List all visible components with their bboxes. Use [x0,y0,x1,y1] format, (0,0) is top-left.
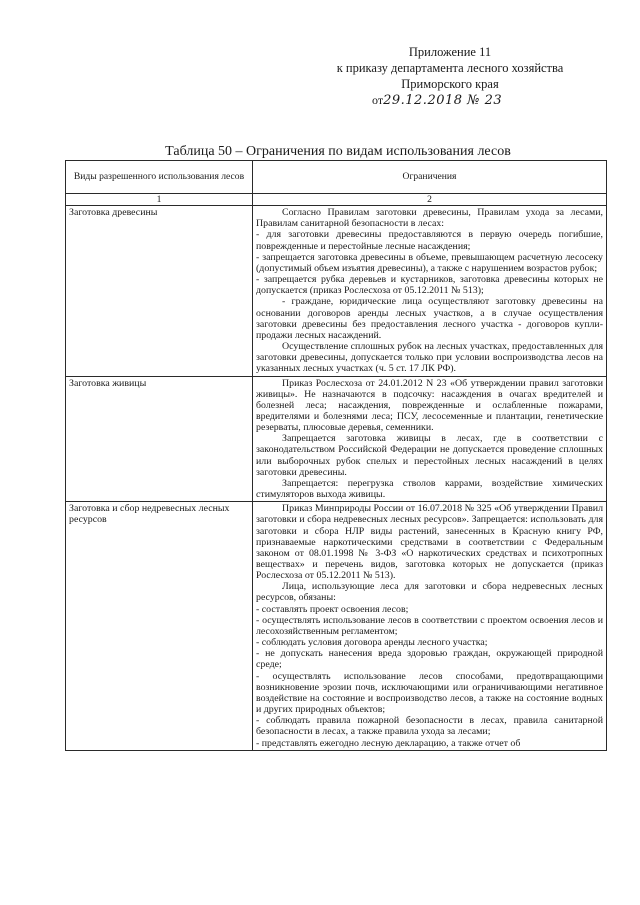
restriction-paragraph: - составлять проект освоения лесов; [256,603,409,615]
restriction-paragraph: - осуществлять использование лесов способами, предотвращающими возникновение эрозии почв, исключающими или ограничивающими негативное воздействие на состояние и воспроизводство лесов, а также на состояние водных и других природных объектов; [256,670,603,716]
restriction-paragraph: - для заготовки древесины предоставляются в первую очередь погибшие, поврежденные и перестойные лесные насаждения; [256,229,603,252]
restriction-paragraph: - запрещается рубка деревьев и кустарников, заготовка древесины которых не допускается (приказ Рослесхоза от 05.12.2011 № 513); [256,274,603,297]
restriction-paragraph: - соблюдать правила пожарной безопасности в лесах, правила санитарной безопасности в лесах, а также правила ухода за лесами; [256,715,603,738]
date-prefix: от [372,93,384,107]
col1-header: Виды разрешенного использования лесов [66,161,253,194]
restriction-paragraph: Осуществление сплошных рубок на лесных участках, предоставленных для заготовки древесины, допускается только при условии воспроизводства лесов на указанных лесных участках (ч. 5 ст. 17 ЛК РФ). [256,341,603,375]
restrictions-table [65,160,607,751]
appendix-number: Приложение 11 [408,45,492,59]
restriction-paragraph: Приказ Рослесхоза от 24.01.2012 N 23 «Об утверждении правил заготовки живицы». Не назначаются в подсочку: насаждения в очагах вредителей и болезней леса; насаждения, поврежденные и ослабленные пожарами, вредителями и болезнями леса; ПСУ, лесосеменные и плантации, генетические резерваты, плюсовые деревья, семенники. [256,377,603,434]
use-type-cell: Заготовка и сбор недревесных лесных ресурсов [66,502,253,750]
restriction-paragraph: Лица, использующие леса для заготовки и сбора недревесных лесных ресурсов, обязаны: [256,581,603,604]
handwritten-date: 29.12.2018 № 23 [383,93,503,108]
table-row [66,502,607,750]
restriction-paragraph: - соблюдать условия договора аренды лесного участка; [256,637,488,649]
restriction-paragraph: - осуществлять использование лесов в соответствии с проектом освоения лесов и лесохозяйственным регламентом; [256,614,603,637]
table-number-row [66,194,607,206]
col2-header: Ограничения [253,161,607,194]
col2-number: 2 [253,194,607,206]
restriction-paragraph: Согласно Правилам заготовки древесины, Правилам ухода за лесами, Правилам санитарной безопасности в лесах: [256,207,603,230]
restriction-paragraph: Приказ Минприроды России от 16.07.2018 № 325 «Об утверждении Правил заготовки и сбора недревесных лесных ресурсов». Запрещается: использовать для заготовки и сбора НЛР виды растений, занесенных в Красную книгу РФ, признаваемые наркотическими средствами в соответствии с Федеральным законом от 08.01.1998 № 3-ФЗ «О наркотических средствах и психотропных веществах» и перечень видов, заготовка которых не допускается (приказ Рослесхоза от 05.12.2011 № 513). [256,503,603,582]
appendix-order-ref: к приказу департамента лесного хозяйства [336,61,564,75]
order-date [372,92,592,109]
restrictions-cell [253,376,607,502]
restrictions-cell [253,206,607,376]
appendix-header [300,44,600,92]
col1-number: 1 [66,194,253,206]
restriction-paragraph: Запрещается заготовка живицы в лесах, где в соответствии с законодательством Российской Федерации не допускается проведение сплошных или выборочных рубок спелых и перестойных лесных насаждений в целях заготовки древесины. [256,433,603,478]
table-row [66,376,607,502]
table-title: Таблица 50 – Ограничения по видам использования лесов [165,144,511,159]
table-header-row [66,161,607,194]
restriction-paragraph: Запрещается: перегрузка стволов каррами, воздействие химических стимуляторов выхода живицы. [256,477,603,501]
restrictions-cell [253,502,607,750]
restriction-paragraph: - запрещается заготовка древесины в объеме, превышающем расчетную лесосеку (допустимый объем изъятия древесины), а также с нарушением возрастов рубок; [256,251,603,274]
use-type-cell: Заготовка древесины [66,206,253,376]
restriction-paragraph: - не допускать нанесения вреда здоровью граждан, окружающей природной среде; [256,648,603,671]
restriction-paragraph: - граждане, юридические лица осуществляют заготовку древесины на основании договоров аренды лесных участков, а в случае осуществления заготовки древесины без предоставления лесного участка - договоров купли-продажи лесных насаждений. [256,296,603,341]
restriction-paragraph: - представлять ежегодно лесную декларацию, а также отчет об [256,737,521,749]
appendix-region: Приморского края [401,77,499,91]
use-type-cell: Заготовка живицы [66,376,253,502]
table-row [66,206,607,376]
